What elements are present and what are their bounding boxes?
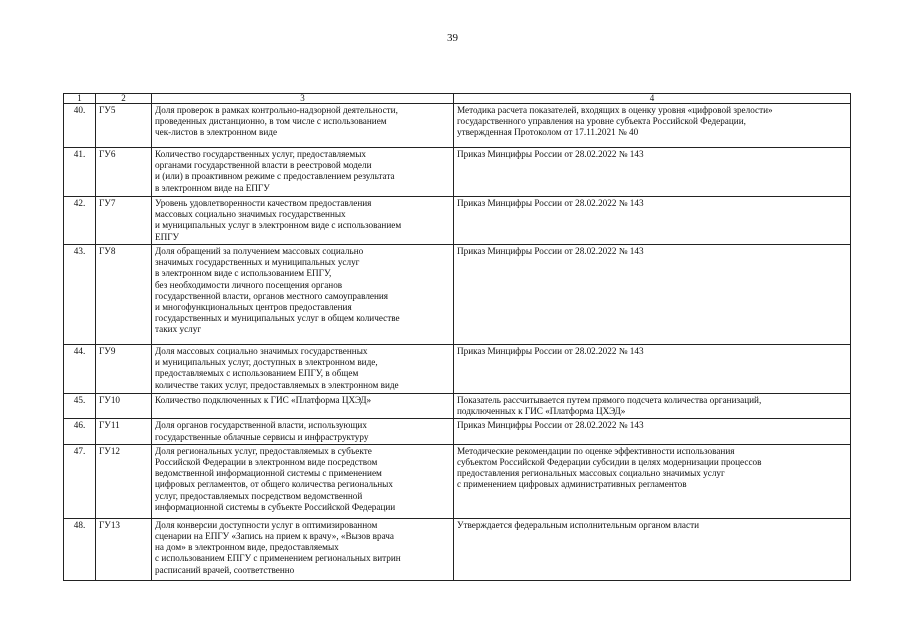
row-indicator: Количество государственных услуг, предоставляемых органами государственной власти в реестровой модели и (или) в проактивном режиме с предоставлением результата в электронном виде на ЕПГУ xyxy=(152,148,454,197)
header-col-4: 4 xyxy=(454,94,851,104)
header-col-3: 3 xyxy=(152,94,454,104)
table-row xyxy=(64,419,851,444)
row-source: Приказ Минцифры России от 28.02.2022 № 143 xyxy=(454,345,851,394)
row-source: Приказ Минцифры России от 28.02.2022 № 143 xyxy=(454,148,851,197)
row-number: 44. xyxy=(64,345,96,394)
table-row xyxy=(64,444,851,518)
row-number: 43. xyxy=(64,245,96,345)
row-indicator: Доля обращений за получением массовых социально значимых государственных и муниципальных услуг в электронном виде с использованием ЕПГУ, без необходимости личного посещения органов государственной власти, органов местного самоуправления и многофункциональных центров предоставления государственных и муниципальных услуг в общем количестве таких услуг xyxy=(152,245,454,345)
row-code: ГУ6 xyxy=(96,148,152,197)
row-indicator: Доля конверсии доступности услуг в оптимизированном сценарии на ЕПГУ «Запись на прием к врачу», «Вызов врача на дом» в электронном виде, предоставляемых с использованием ЕПГУ с применением региональных витрин расписаний врачей, соответственно xyxy=(152,518,454,580)
row-indicator: Доля региональных услуг, предоставляемых в субъекте Российской Федерации в электронном виде посредством ведомственной информационной системы с применением цифровых регламентов, от общего количества региональных услуг, предоставляемых посредством ведомственной информационной системы в субъекте Российской Федерации xyxy=(152,444,454,518)
row-indicator: Уровень удовлетворенности качеством предоставления массовых социально значимых государственных и муниципальных услуг в электронном виде с использованием ЕПГУ xyxy=(152,197,454,245)
table-row xyxy=(64,245,851,345)
row-source: Приказ Минцифры России от 28.02.2022 № 143 xyxy=(454,245,851,345)
row-code: ГУ8 xyxy=(96,245,152,345)
row-source: Приказ Минцифры России от 28.02.2022 № 143 xyxy=(454,197,851,245)
table-row xyxy=(64,518,851,580)
row-code: ГУ10 xyxy=(96,394,152,419)
row-number: 41. xyxy=(64,148,96,197)
header-col-1: 1 xyxy=(64,94,96,104)
table-row xyxy=(64,104,851,148)
row-source: Методика расчета показателей, входящих в оценку уровня «цифровой зрелости» государственного управления на уровне субъекта Российской Федерации, утвержденная Протоколом от 17.11.2021 № 40 xyxy=(454,104,851,148)
row-indicator: Доля проверок в рамках контрольно-надзорной деятельности, проведенных дистанционно, в том числе с использованием чек-листов в электронном виде xyxy=(152,104,454,148)
row-source: Методические рекомендации по оценке эффективности использования субъектом Российской Федерации субсидии в целях модернизации процессов предоставления региональных массовых социально значимых услуг с применением цифровых административных регламентов xyxy=(454,444,851,518)
row-code: ГУ12 xyxy=(96,444,152,518)
header-col-2: 2 xyxy=(96,94,152,104)
row-number: 48. xyxy=(64,518,96,580)
table-row xyxy=(64,197,851,245)
row-code: ГУ9 xyxy=(96,345,152,394)
page-number: 39 xyxy=(447,32,458,44)
row-code: ГУ5 xyxy=(96,104,152,148)
row-number: 42. xyxy=(64,197,96,245)
row-number: 40. xyxy=(64,104,96,148)
row-number: 45. xyxy=(64,394,96,419)
row-number: 46. xyxy=(64,419,96,444)
row-indicator: Доля массовых социально значимых государственных и муниципальных услуг, доступных в электронном виде, предоставляемых с использованием ЕПГУ, в общем количестве таких услуг, предоставляемых в электронном виде xyxy=(152,345,454,394)
row-code: ГУ13 xyxy=(96,518,152,580)
row-number: 47. xyxy=(64,444,96,518)
row-indicator: Доля органов государственной власти, использующих государственные облачные сервисы и инфраструктуру xyxy=(152,419,454,444)
table-row xyxy=(64,345,851,394)
row-source: Приказ Минцифры России от 28.02.2022 № 143 xyxy=(454,419,851,444)
table-row xyxy=(64,148,851,197)
table-row xyxy=(64,394,851,419)
row-code: ГУ7 xyxy=(96,197,152,245)
row-source: Утверждается федеральным исполнительным органом власти xyxy=(454,518,851,580)
row-code: ГУ11 xyxy=(96,419,152,444)
indicators-table xyxy=(63,93,851,581)
row-source: Показатель рассчитывается путем прямого подсчета количества организаций, подключенных к ГИС «Платформа ЦХЭД» xyxy=(454,394,851,419)
table-header-row xyxy=(64,94,851,104)
row-indicator: Количество подключенных к ГИС «Платформа ЦХЭД» xyxy=(152,394,454,419)
